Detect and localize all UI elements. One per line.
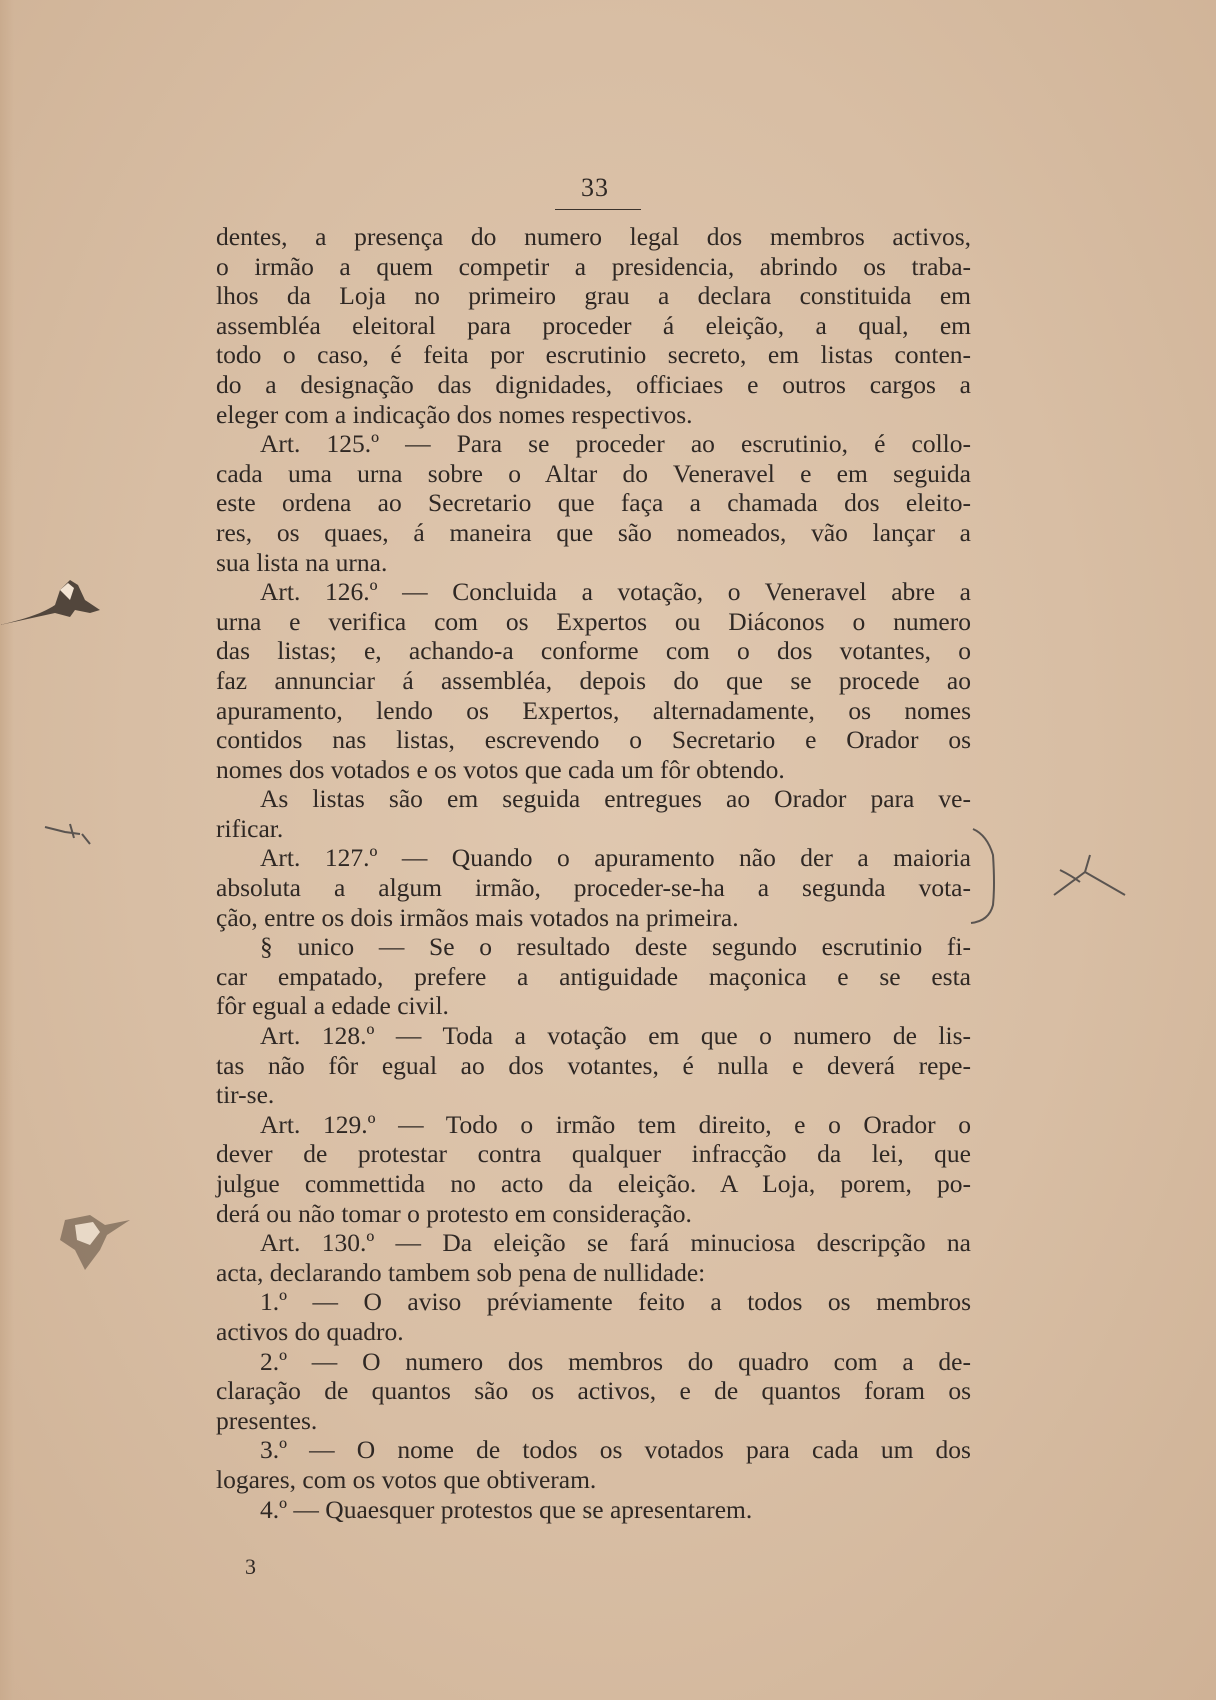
text-line: ção, entre os dois irmãos mais votados na primeira. — [216, 902, 739, 932]
pencil-bracket-icon — [965, 825, 1005, 930]
text-line: absoluta a algum irmão, proceder-se-ha a segunda vota- — [216, 873, 971, 903]
text-line: Art. 126.º — Concluida a votação, o Veneravel abre a — [260, 577, 971, 607]
text-line: tas não fôr egual ao dos votantes, é nulla e deverá repe- — [216, 1050, 971, 1080]
text-line: assembléa eleitoral para proceder á eleição, a qual, em — [216, 310, 971, 340]
text-line: das listas; e, achando-a conforme com o dos votantes, o — [216, 636, 971, 666]
page-edge-shadow — [0, 0, 14, 1700]
text-line: nomes dos votados e os votos que cada um fôr obtendo. — [216, 754, 785, 784]
text-line: rificar. — [216, 813, 284, 843]
text-line: activos do quadro. — [216, 1316, 404, 1346]
body-text — [216, 222, 971, 1524]
paper-damage-stain — [0, 555, 140, 635]
text-line: claração de quantos são os activos, e de quantos foram os — [216, 1376, 971, 1406]
text-line: urna e verifica com os Expertos ou Diáconos o numero — [216, 606, 971, 636]
text-line: sua lista na urna. — [216, 547, 388, 577]
text-line: todo o caso, é feita por escrutinio secreto, em listas conten- — [216, 340, 971, 370]
text-line: lhos da Loja no primeiro grau a declara constituida em — [216, 281, 971, 311]
text-line: Art. 127.º — Quando o apuramento não der a maioria — [260, 843, 971, 873]
text-line: dentes, a presença do numero legal dos membros activos, — [216, 222, 971, 251]
header-rule — [555, 209, 641, 210]
pencil-cross-icon — [1050, 850, 1130, 910]
text-line: cada uma urna sobre o Altar do Veneravel e em seguida — [216, 458, 971, 488]
text-line: contidos nas listas, escrevendo o Secretario e Orador os — [216, 725, 971, 755]
text-line: do a designação das dignidades, officiaes e outros cargos a — [216, 369, 971, 399]
text-line: As listas são em seguida entregues ao Orador para ve- — [260, 784, 971, 814]
text-line: Art. 130.º — Da eleição se fará minuciosa descripção na — [260, 1228, 971, 1258]
text-line: res, os quaes, á maneira que são nomeados, vão lançar a — [216, 517, 971, 547]
text-line: Art. 125.º — Para se proceder ao escrutinio, é collo- — [260, 429, 971, 459]
text-line: presentes. — [216, 1405, 318, 1435]
text-line: logares, com os votos que obtiveram. — [216, 1464, 597, 1494]
text-line: 3.º — O nome de todos os votados para cada um dos — [260, 1435, 971, 1465]
text-line: eleger com a indicação dos nomes respectivos. — [216, 399, 693, 429]
text-line: apuramento, lendo os Expertos, alternadamente, os nomes — [216, 695, 971, 725]
margin-pencil-scribble — [40, 812, 100, 852]
text-line: tir-se. — [216, 1080, 275, 1110]
text-line: Art. 128.º — Toda a votação em que o numero de lis- — [260, 1021, 971, 1051]
text-line: julgue commettida no acto da eleição. A Loja, porem, po- — [216, 1169, 971, 1198]
text-line: 1.º — O aviso préviamente feito a todos os membros — [260, 1287, 971, 1317]
text-line: 4.º — Quaesquer protestos que se apresentarem. — [260, 1494, 753, 1524]
text-line: fôr egual a edade civil. — [216, 991, 449, 1021]
text-line: Art. 129.º — Todo o irmão tem direito, e o Orador o — [260, 1109, 971, 1139]
page-number: 33 — [581, 173, 609, 202]
paper-damage-stain-lower — [45, 1190, 135, 1280]
signature-mark: 3 — [245, 1554, 256, 1579]
text-line: o irmão a quem competir a presidencia, abrindo os traba- — [216, 251, 971, 281]
text-line: derá ou não tomar o protesto em consideração. — [216, 1198, 692, 1228]
text-line: dever de protestar contra qualquer infracção da lei, que — [216, 1139, 971, 1169]
text-line: § unico — Se o resultado deste segundo escrutinio fi- — [260, 932, 971, 962]
text-line: 2.º — O numero dos membros do quadro com a de- — [260, 1346, 971, 1376]
text-line: faz annunciar á assembléa, depois do que se procede ao — [216, 665, 971, 695]
text-line: este ordena ao Secretario que faça a chamada dos eleito- — [216, 488, 971, 518]
text-line: acta, declarando tambem sob pena de nullidade: — [216, 1257, 706, 1287]
text-line: car empatado, prefere a antiguidade maçonica e se esta — [216, 961, 971, 991]
